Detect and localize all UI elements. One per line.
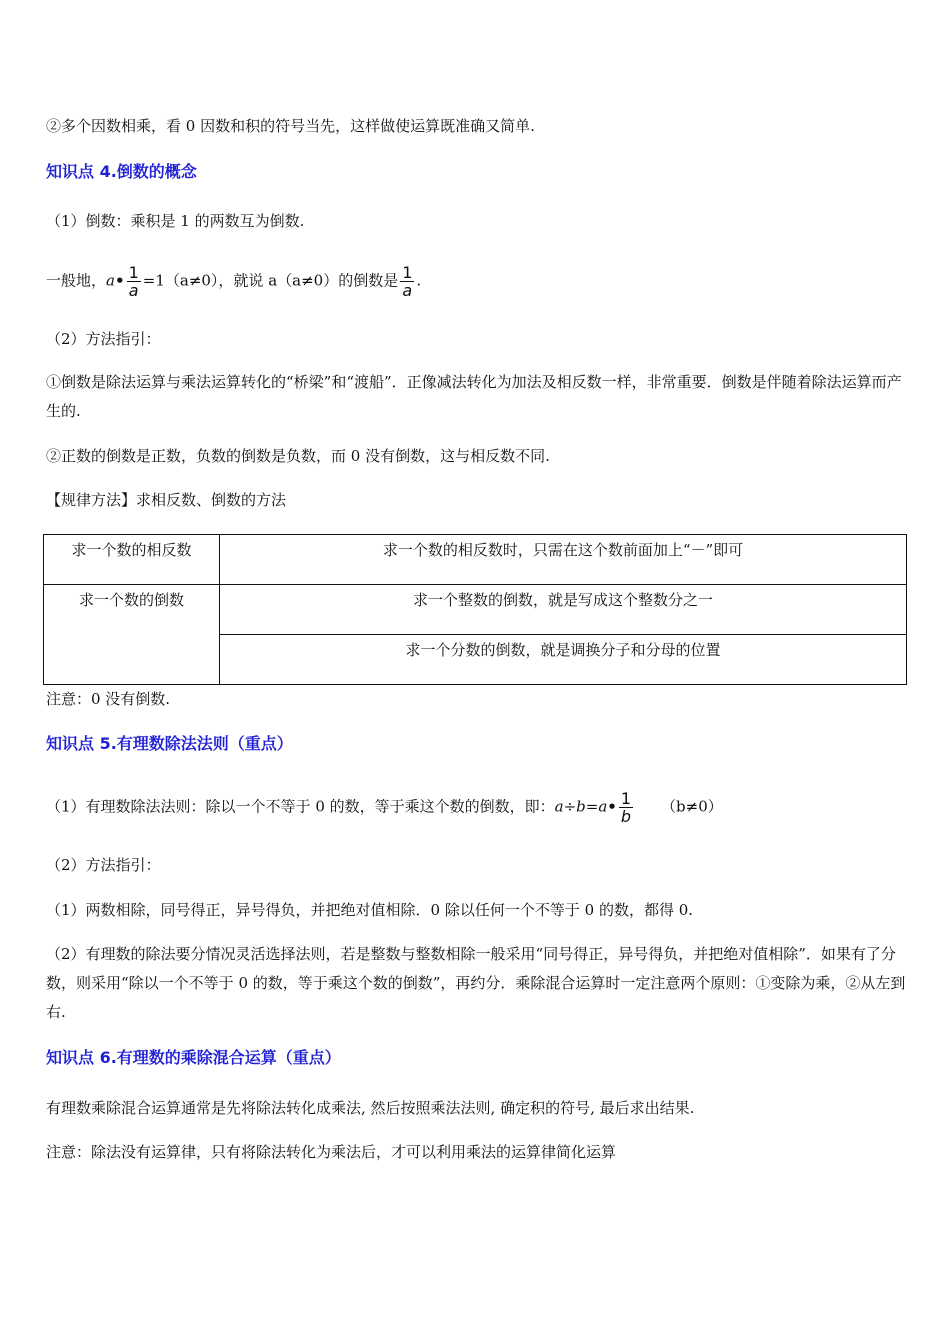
fraction-one-over-b bbox=[619, 790, 633, 825]
formula-end: . bbox=[416, 271, 422, 290]
multiply-dot: • bbox=[114, 271, 125, 290]
table-cell-opposite-text: 求一个数的相反数时，只需在这个数前面加上“－”即可 bbox=[220, 535, 907, 585]
fraction-reciprocal bbox=[400, 264, 414, 299]
section-4-heading: 知识点 4.倒数的概念 bbox=[46, 162, 197, 181]
formula-prefix: 一般地， bbox=[46, 271, 107, 290]
intro-paragraph: ②多个因数相乘，看 0 因数和积的符号当先，这样做使运算既准确又简单. bbox=[46, 117, 535, 135]
division-point-1: （1）两数相除，同号得正，异号得负，并把绝对值相除．0 除以任何一个不等于 0 的数，都得 0. bbox=[46, 901, 694, 919]
fraction-denominator: a bbox=[128, 281, 139, 300]
formula-equals: =1 bbox=[142, 271, 165, 290]
division-rule bbox=[46, 790, 910, 825]
table-cell-fraction-reciprocal: 求一个分数的倒数，就是调换分子和分母的位置 bbox=[220, 635, 907, 685]
reciprocal-definition: （1）倒数：乘积是 1 的两数互为倒数. bbox=[46, 212, 305, 230]
method-table bbox=[43, 534, 907, 685]
division-point-2: （2）有理数的除法要分情况灵活选择法则，若是整数与整数相除一般采用“同号得正，异号得负，并把绝对值相除”．如果有了分数，则采用“除以一个不等于 0 的数，等于乘这个数的倒数”，再约分．乘除混合运算时一定注意两个原则：①变除为乘，②从左到右. bbox=[46, 945, 906, 1021]
division-guide-title: （2）方法指引： bbox=[46, 856, 161, 874]
fraction-denominator: a bbox=[402, 281, 413, 300]
section-5-heading: 知识点 5.有理数除法法则（重点） bbox=[46, 734, 293, 753]
method-note: 注意：0 没有倒数. bbox=[46, 690, 171, 708]
formula-variable-a: a bbox=[106, 271, 115, 290]
table-row bbox=[44, 535, 907, 585]
fraction-denominator: b bbox=[620, 807, 632, 826]
table-cell-reciprocal-label: 求一个数的倒数 bbox=[44, 585, 220, 685]
division-formula: a÷b=a bbox=[554, 797, 608, 816]
method-title: 【规律方法】求相反数、倒数的方法 bbox=[46, 491, 287, 509]
fraction-numerator: 1 bbox=[128, 263, 139, 282]
section-6-heading: 知识点 6.有理数的乘除混合运算（重点） bbox=[46, 1048, 341, 1067]
reciprocal-point-1: ①倒数是除法运算与乘法运算转化的“桥梁”和“渡船”．正像减法转化为加法及相反数一样，非常重要．倒数是伴随着除法运算而产生的. bbox=[46, 373, 902, 420]
mixed-operation-note: 注意：除法没有运算律，只有将除法转化为乘法后，才可以利用乘法的运算律简化运算 bbox=[46, 1143, 617, 1161]
reciprocal-general-formula bbox=[46, 264, 910, 299]
table-row bbox=[44, 585, 907, 635]
reciprocal-point-2: ②正数的倒数是正数，负数的倒数是负数，而 0 没有倒数，这与相反数不同. bbox=[46, 447, 550, 465]
method-guide-title: （2）方法指引： bbox=[46, 330, 161, 348]
division-condition: （b≠0） bbox=[661, 797, 723, 816]
division-rule-text: （1）有理数除法法则：除以一个不等于 0 的数，等于乘这个数的倒数，即： bbox=[46, 797, 555, 816]
formula-condition: （a≠0），就说 a（a≠0）的倒数是 bbox=[164, 271, 399, 290]
table-cell-integer-reciprocal: 求一个整数的倒数，就是写成这个整数分之一 bbox=[220, 585, 907, 635]
multiply-dot: • bbox=[607, 797, 617, 816]
fraction-one-over-a bbox=[127, 264, 141, 299]
fraction-numerator: 1 bbox=[620, 789, 632, 808]
fraction-numerator: 1 bbox=[402, 263, 413, 282]
mixed-operation-text: 有理数乘除混合运算通常是先将除法转化成乘法, 然后按照乘法法则, 确定积的符号, 最后求出结果. bbox=[46, 1099, 695, 1117]
table-cell-opposite-label: 求一个数的相反数 bbox=[44, 535, 220, 585]
